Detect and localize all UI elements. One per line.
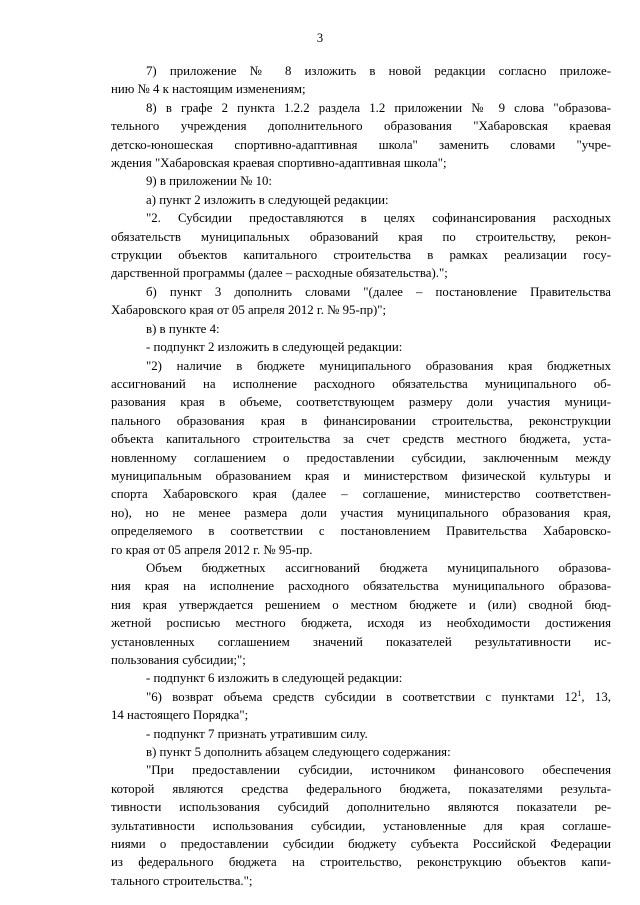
text-line-content: спорта Хабаровского края (далее – соглашение, министерство соответствен-	[111, 487, 611, 502]
text-line	[111, 853, 611, 871]
text-line-content: - подпункт 7 признать утратившим силу.	[146, 726, 368, 741]
text-line	[111, 357, 611, 375]
text-line	[111, 485, 611, 503]
text-line	[111, 504, 611, 522]
text-line	[111, 375, 611, 393]
text-line	[111, 669, 611, 687]
text-line	[111, 228, 611, 246]
text-line-content: го края от 05 апреля 2012 г. № 95-пр.	[111, 542, 313, 557]
text-line-content: 7) приложение № 8 изложить в новой редакции согласно приложе-	[146, 64, 611, 78]
text-line	[111, 467, 611, 485]
text-line-content: 14 настоящего Порядка";	[111, 708, 249, 723]
text-line	[111, 522, 611, 540]
text-line	[111, 412, 611, 430]
text-line	[111, 706, 611, 724]
text-line	[111, 835, 611, 853]
text-line-content: 8) в графе 2 пункта 1.2.2 раздела 1.2 приложении № 9 слова "образова-	[146, 100, 611, 115]
text-line	[111, 246, 611, 264]
text-line	[111, 430, 611, 448]
text-line	[111, 577, 611, 595]
text-line-content: определяемого в соответствии с постановлением Правительства Хабаровско-	[111, 524, 611, 539]
text-line-content: ждения "Хабаровская краевая спортивно-адаптивная школа";	[111, 156, 447, 171]
text-line-content: "2) наличие в бюджете муниципального образования края бюджетных	[146, 358, 611, 373]
text-line	[111, 798, 611, 816]
text-line-content: Объем бюджетных ассигнований бюджета муниципального образова-	[146, 560, 611, 575]
text-line-content: пользования субсидии;";	[111, 653, 246, 667]
text-line	[111, 136, 611, 154]
document-body	[111, 62, 611, 890]
text-line-content: б) пункт 3 дополнить словами "(далее – постановление Правительства	[146, 284, 611, 299]
text-line	[111, 449, 611, 467]
text-line-content: Хабаровского края от 05 апреля 2012 г. № 95-пр)";	[111, 303, 387, 318]
text-line	[111, 780, 611, 798]
text-line	[111, 725, 611, 743]
text-line-continuation: , 13,	[581, 689, 611, 704]
text-line	[111, 320, 611, 338]
text-line-content: из федерального бюджета на строительство, реконструкцию объектов капи-	[111, 855, 611, 870]
text-line-content: "2. Субсидии предоставляются в целях софинансирования расходных	[146, 211, 611, 226]
text-line	[111, 633, 611, 651]
text-line-content: в) пункт 5 дополнить абзацем следующего содержания:	[146, 745, 451, 760]
text-line-content: - подпункт 2 изложить в следующей редакции:	[146, 340, 403, 355]
text-line-content: зультативности использования субсидии, установленные для края соглаше-	[111, 818, 611, 833]
text-line-content: обязательств муниципальных образований края по строительству, рекон-	[111, 229, 611, 244]
text-line-content: пального образования края в финансировании строительства, реконструкции	[111, 413, 611, 428]
text-line	[111, 62, 611, 80]
text-line	[111, 596, 611, 614]
text-line	[111, 117, 611, 135]
text-line-content: объекта капитального строительства за счет средств местного бюджета, уста-	[111, 432, 611, 447]
text-line-content: детско-юношеская спортивно-адаптивная школа" заменить словами "учре-	[111, 137, 611, 152]
text-line	[111, 817, 611, 835]
text-line	[111, 559, 611, 577]
text-line-content: жетной росписью местного бюджета, исходя из необходимости достижения	[111, 616, 611, 631]
text-line	[111, 80, 611, 98]
text-line	[111, 688, 611, 706]
text-line	[111, 191, 611, 209]
text-line-content: нию № 4 к настоящим изменениям;	[111, 82, 306, 97]
text-line-content: 9) в приложении № 10:	[146, 174, 272, 189]
text-line-content: дарственной программы (далее – расходные обязательства).";	[111, 266, 448, 281]
text-line	[111, 761, 611, 779]
text-line-content: а) пункт 2 изложить в следующей редакции:	[146, 192, 389, 207]
text-line	[111, 99, 611, 117]
text-line	[111, 172, 611, 190]
text-line-content: ния края на исполнение расходного обязательства муниципального образова-	[111, 579, 611, 594]
text-line-content: новленному соглашением о предоставлении субсидии, заключенным между	[111, 450, 611, 465]
text-line-content: муниципальным образованием края и министерством физической культуры и	[111, 468, 611, 483]
text-line	[111, 651, 611, 669]
text-line-content: разования края в объеме, соответствующем размеру доли участия муници-	[111, 395, 611, 410]
text-line-content: "При предоставлении субсидии, источником финансового обеспечения	[146, 763, 611, 778]
text-line-content: тельного учреждения дополнительного образования "Хабаровская краевая	[111, 119, 611, 134]
text-line-content: ниями о предоставлении субсидии бюджету субъекта Российской Федерации	[111, 837, 611, 852]
text-line-content: тального строительства.";	[111, 873, 253, 888]
text-line	[111, 301, 611, 319]
text-line	[111, 614, 611, 632]
text-line	[111, 541, 611, 559]
text-line	[111, 264, 611, 282]
text-line	[111, 393, 611, 411]
text-line-content: в) в пункте 4:	[146, 321, 220, 336]
text-line	[111, 154, 611, 172]
text-line-content: - подпункт 6 изложить в следующей редакции:	[146, 671, 403, 686]
text-line-content: ния края утверждается решением о местном бюджете и (или) сводной бюд-	[111, 597, 611, 612]
text-line-content: установленных соглашением значений показателей результативности ис-	[111, 634, 611, 649]
superscript: 1	[577, 688, 582, 698]
text-line-content: которой являются средства федерального бюджета, показателями результа-	[111, 781, 611, 796]
text-line-content: тивности использования субсидий дополнительно являются показатели ре-	[111, 800, 611, 815]
text-line	[111, 283, 611, 301]
text-line	[111, 209, 611, 227]
text-line	[111, 743, 611, 761]
text-line-content: ассигнований на исполнение расходного обязательства муниципального об-	[111, 376, 611, 391]
text-line	[111, 338, 611, 356]
text-line-content: струкции объектов капитального строительства в рамках реализации госу-	[111, 248, 611, 263]
text-line	[111, 872, 611, 890]
text-line-content: "6) возврат объема средств субсидии в соответствии с пунктами 12	[146, 689, 578, 704]
text-line-content: но), но не менее размера доли участия муниципального образования края,	[111, 505, 611, 520]
page-number: 3	[316, 31, 324, 45]
